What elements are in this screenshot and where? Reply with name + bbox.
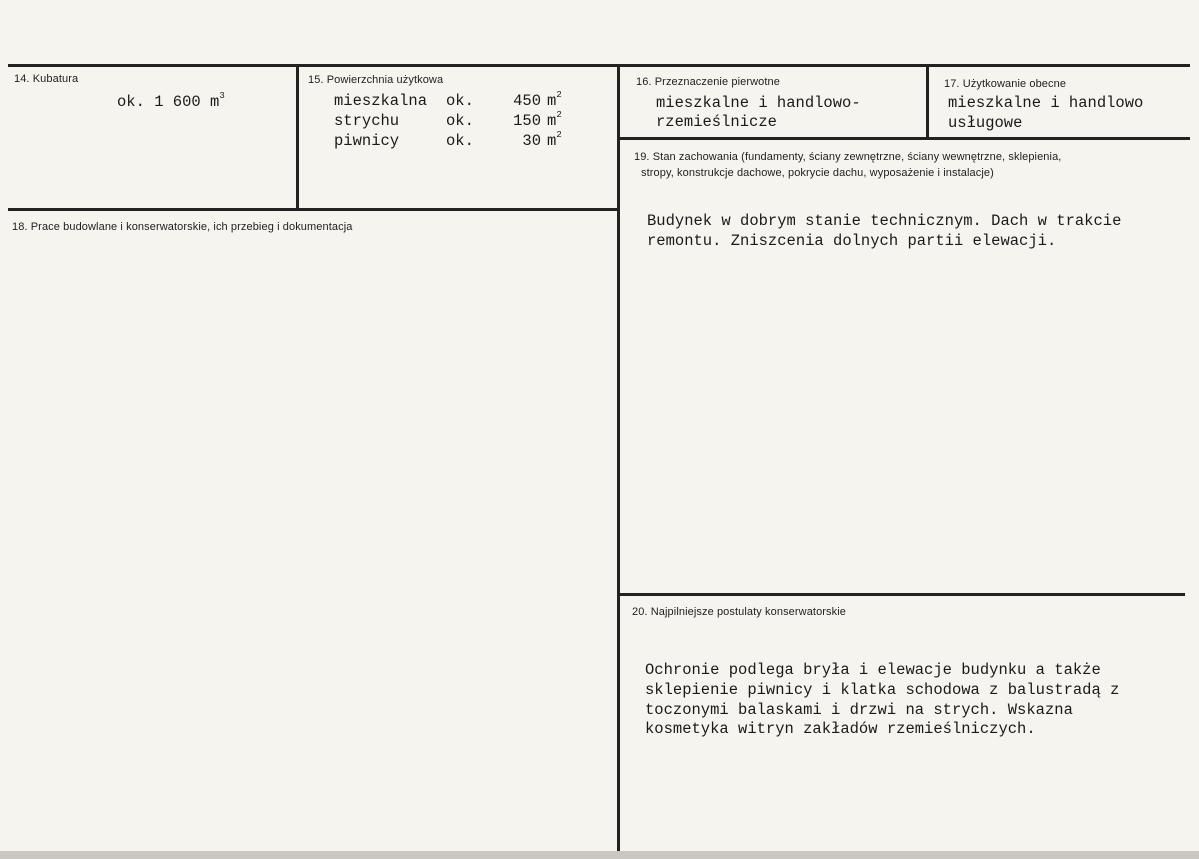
field-19-line-2: remontu. Zniszcenia dolnych partii elewacji. xyxy=(647,232,1057,250)
field-20-line-2: sklepienie piwnicy i klatka schodowa z balustradą z xyxy=(645,681,1120,699)
rule-above-20 xyxy=(617,593,1185,596)
area-value: 450 xyxy=(513,92,541,110)
field-19-label-line-2: stropy, konstrukcje dachowe, pokrycie dachu, wyposażenie i instalacje) xyxy=(641,167,994,179)
field-14-label: 14. Kubatura xyxy=(14,73,79,85)
area-unit: $m^2$ xyxy=(547,129,562,150)
area-value: 150 xyxy=(513,112,541,130)
field-17-line-1: mieszkalne i handlowo xyxy=(948,94,1144,112)
field-17-label: 17. Użytkowanie obecne xyxy=(944,78,1067,90)
divider-14-15 xyxy=(296,64,299,209)
field-18-label: 18. Prace budowlane i konserwatorskie, ich przebieg i dokumentacja xyxy=(12,221,353,233)
field-19-line-1: Budynek w dobrym stanie technicznym. Dach w trakcie xyxy=(647,212,1122,230)
field-16-line-2: rzemieślnicze xyxy=(656,113,777,131)
area-value: 30 xyxy=(522,132,541,150)
area-approx: ok. xyxy=(446,112,474,130)
field-20-label: 20. Najpilniejsze postulaty konserwatorskie xyxy=(632,606,847,618)
field-16-label: 16. Przeznaczenie pierwotne xyxy=(636,76,780,88)
field-14-value: ok. 1 600 $m^3$ xyxy=(117,90,225,111)
area-approx: ok. xyxy=(446,92,474,110)
divider-16-17 xyxy=(926,64,929,139)
rule-below-14-15 xyxy=(8,208,620,211)
top-rule xyxy=(8,64,1190,67)
area-name: strychu xyxy=(334,112,400,130)
divider-main xyxy=(617,64,620,852)
scan-edge xyxy=(0,851,1199,859)
area-name: mieszkalna xyxy=(334,92,428,110)
field-20-line-1: Ochronie podlega bryła i elewacje budynku a także xyxy=(645,661,1101,679)
field-16-line-1: mieszkalne i handlowo- xyxy=(656,94,861,112)
rule-below-16-17 xyxy=(617,137,1190,140)
field-19-label-line-1: 19. Stan zachowania (fundamenty, ściany zewnętrzne, ściany wewnętrzne, sklepienia, xyxy=(634,151,1062,163)
area-unit: $m^2$ xyxy=(547,89,562,110)
area-unit: $m^2$ xyxy=(547,109,562,130)
field-20-line-4: kosmetyka witryn zakładów rzemieślniczych. xyxy=(645,720,1036,738)
area-name: piwnicy xyxy=(334,132,400,150)
area-approx: ok. xyxy=(446,132,474,150)
field-20-line-3: toczonymi balaskami i drzwi na strych. Wskazna xyxy=(645,701,1073,719)
field-15-label: 15. Powierzchnia użytkowa xyxy=(308,74,444,86)
field-17-line-2: usługowe xyxy=(948,114,1023,132)
